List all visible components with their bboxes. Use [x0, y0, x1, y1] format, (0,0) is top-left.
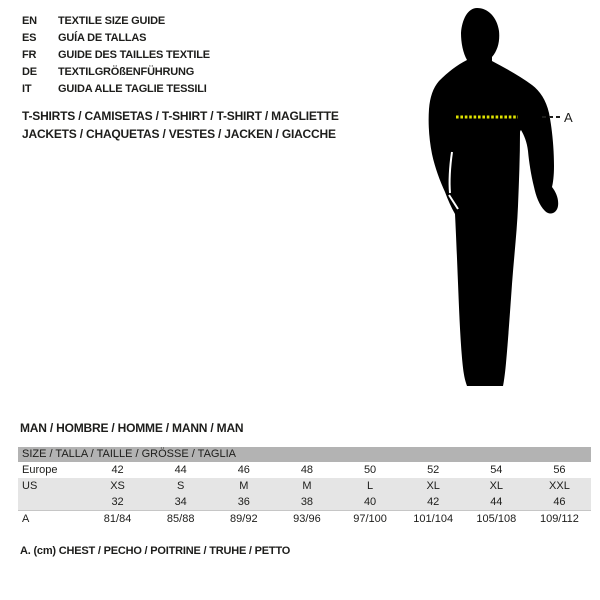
- language-title-list: [22, 13, 210, 98]
- language-label: TEXTILGRÖßENFÜHRUNG: [58, 66, 195, 78]
- man-silhouette: [429, 8, 559, 386]
- language-label: GUÍA DE TALLAS: [58, 32, 147, 44]
- size-cell: XL: [426, 480, 440, 492]
- language-row-it: [22, 81, 210, 98]
- language-code: FR: [22, 49, 37, 61]
- size-cell: M: [239, 480, 249, 492]
- category-lines: [22, 107, 339, 143]
- size-cell: 46: [553, 496, 566, 508]
- language-row-fr: [22, 47, 210, 64]
- language-code: DE: [22, 66, 37, 78]
- size-cell: 46: [237, 464, 250, 476]
- size-cell: 40: [363, 496, 377, 508]
- size-cell: 109/112: [539, 513, 579, 525]
- size-cell: 54: [490, 464, 503, 476]
- size-cell: 38: [300, 496, 314, 508]
- language-row-de: [22, 64, 210, 81]
- category-line-jackets: JACKETS / CHAQUETAS / VESTES / JACKEN / GIACCHE: [22, 127, 336, 141]
- language-row-es: [22, 30, 210, 47]
- size-cell: 52: [427, 464, 440, 476]
- size-cell: 34: [174, 496, 187, 508]
- size-cell: 97/100: [353, 513, 387, 525]
- language-label: GUIDE DES TAILLES TEXTILE: [58, 49, 210, 61]
- size-cell: 42: [111, 464, 124, 476]
- size-cell: 44: [490, 496, 503, 508]
- language-code: IT: [22, 83, 32, 95]
- measurement-figure: [400, 0, 600, 400]
- size-cell: XL: [489, 480, 504, 492]
- language-code: EN: [22, 15, 37, 27]
- size-table-header: SIZE / TALLA / TAILLE / GRÖSSE / TAGLIA: [18, 447, 591, 462]
- section-label-man: MAN / HOMBRE / HOMME / MANN / MAN: [20, 421, 244, 435]
- row-label: US: [22, 480, 38, 492]
- table-row-numeric: [18, 494, 591, 511]
- size-cell: 93/96: [293, 513, 321, 525]
- size-cell: 85/88: [166, 513, 195, 525]
- size-cell: 81/84: [103, 513, 132, 525]
- size-cell: 56: [553, 464, 566, 476]
- table-row-chest-a: [18, 511, 591, 527]
- size-cell: XXL: [549, 480, 570, 492]
- footnote-chest: A. (cm) CHEST / PECHO / POITRINE / TRUHE / PETTO: [20, 545, 291, 557]
- table-row-europe: [18, 462, 591, 478]
- size-cell: 48: [300, 464, 314, 476]
- row-label: A: [22, 513, 30, 525]
- size-cell: 36: [237, 496, 250, 508]
- language-label: TEXTILE SIZE GUIDE: [58, 15, 166, 27]
- size-cell: 89/92: [230, 513, 258, 525]
- size-cell: 101/104: [413, 513, 454, 525]
- size-cell: 105/108: [476, 513, 517, 525]
- size-cell: 42: [427, 496, 440, 508]
- size-cell: S: [177, 480, 185, 492]
- row-label: Europe: [22, 464, 58, 476]
- size-cell: L: [367, 480, 374, 492]
- language-row-en: [22, 13, 210, 30]
- category-line-tshirts: T-SHIRTS / CAMISETAS / T-SHIRT / T-SHIRT / MAGLIETTE: [22, 109, 339, 123]
- measure-label-a: A: [564, 110, 573, 125]
- size-cell: 32: [111, 496, 124, 508]
- size-cell: 50: [363, 464, 377, 476]
- size-cell: 44: [174, 464, 187, 476]
- size-table: [18, 447, 591, 527]
- language-code: ES: [22, 32, 37, 44]
- table-row-us: [18, 478, 591, 494]
- size-cell: XS: [110, 480, 125, 492]
- language-label: GUIDA ALLE TAGLIE TESSILI: [58, 83, 207, 95]
- size-cell: M: [302, 480, 312, 492]
